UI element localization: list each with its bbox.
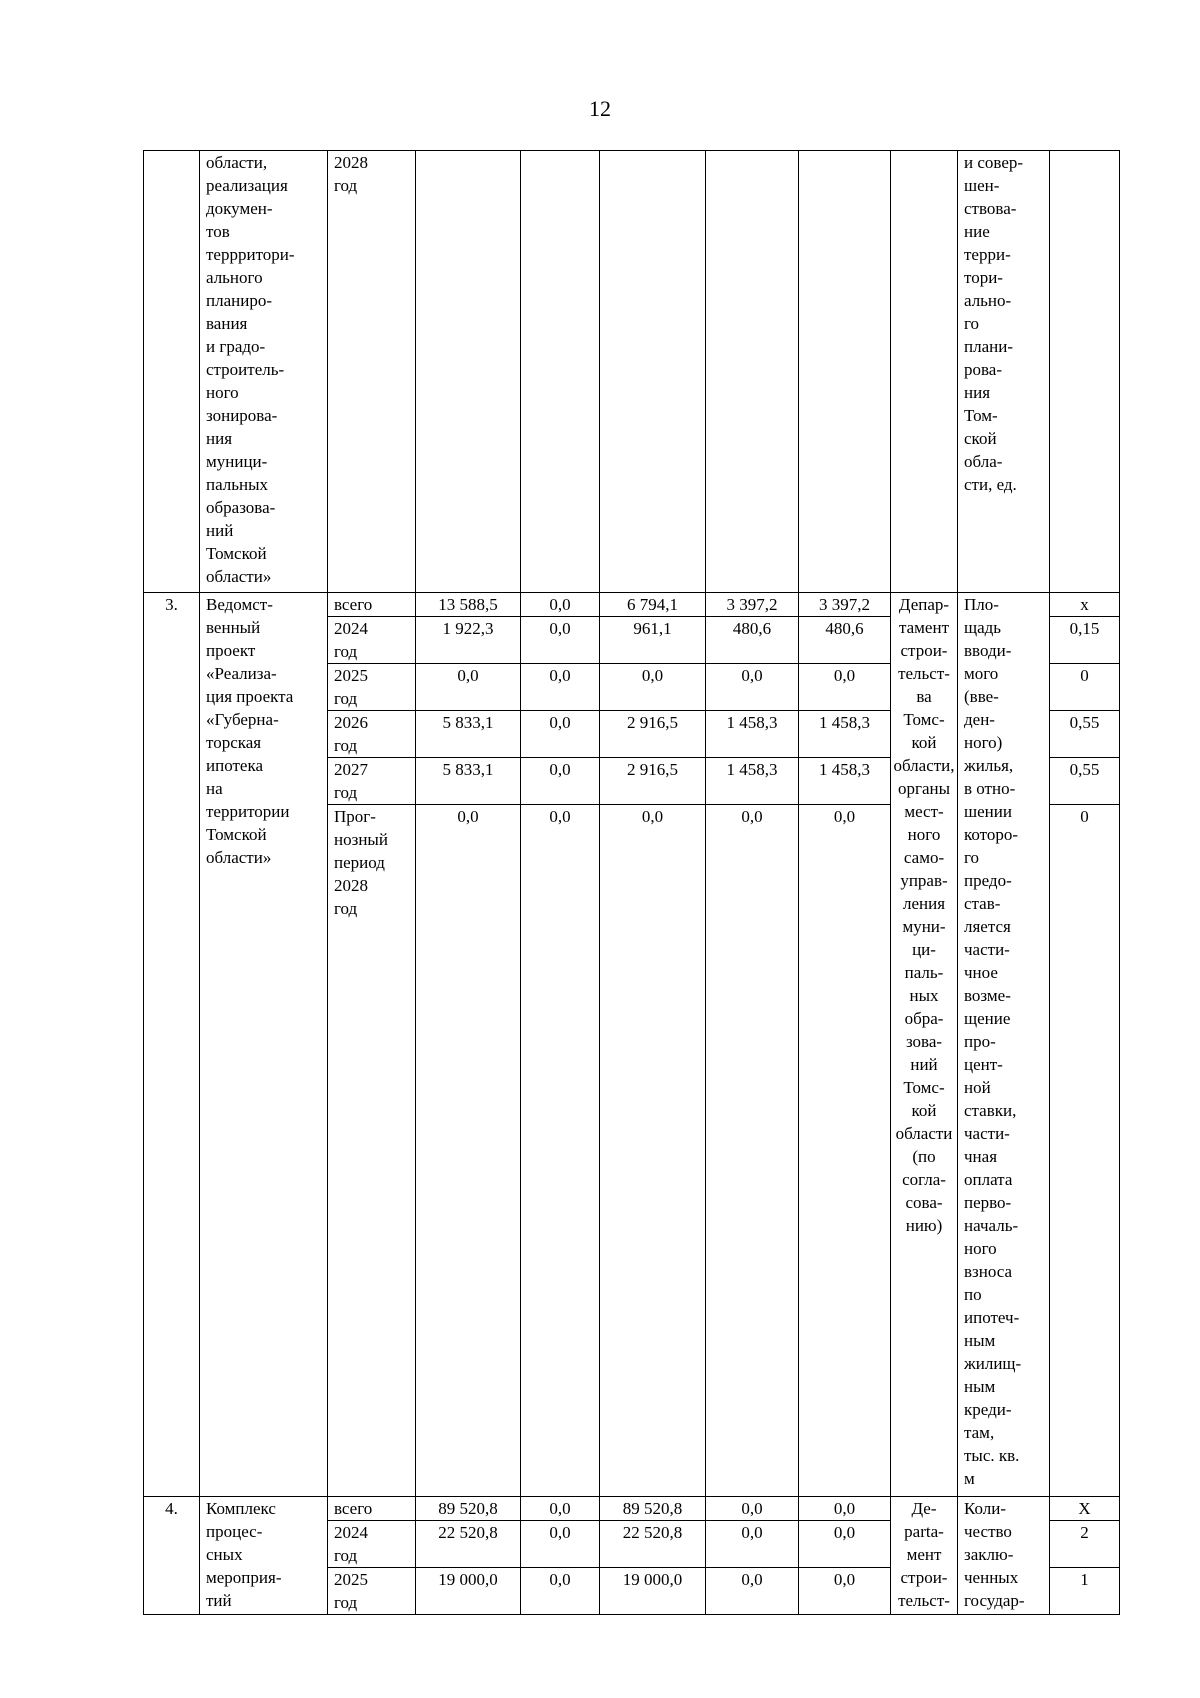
- total-cell: 0,0: [416, 664, 521, 711]
- value-cell: 0,15: [1050, 617, 1120, 664]
- total-cell: 1 922,3: [416, 617, 521, 664]
- value-cell: 2: [1050, 1521, 1120, 1568]
- executor-cell: Де- parta- мент строи- тельст-: [891, 1497, 958, 1615]
- total-cell: 5 833,1: [416, 711, 521, 758]
- regional-cell: 2 916,5: [600, 758, 706, 805]
- other-cell: 0,0: [799, 1568, 891, 1615]
- regional-cell: 22 520,8: [600, 1521, 706, 1568]
- table-row: [144, 151, 1120, 593]
- value-cell: 1: [1050, 1568, 1120, 1615]
- value-cell: Х: [1050, 1497, 1120, 1521]
- federal-cell: [521, 151, 600, 593]
- value-cell: [1050, 151, 1120, 593]
- period-cell: всего: [328, 1497, 416, 1521]
- regional-cell: 89 520,8: [600, 1497, 706, 1521]
- value-cell: 0,55: [1050, 758, 1120, 805]
- local-cell: 0,0: [706, 1497, 799, 1521]
- regional-cell: [600, 151, 706, 593]
- total-cell: 13 588,5: [416, 593, 521, 617]
- num-cell: 4.: [144, 1497, 200, 1615]
- federal-cell: 0,0: [521, 664, 600, 711]
- total-cell: 89 520,8: [416, 1497, 521, 1521]
- name-cell: Комплекс процес- сных мероприя- тий: [200, 1497, 328, 1615]
- local-cell: [706, 151, 799, 593]
- federal-cell: 0,0: [521, 1521, 600, 1568]
- executor-cell: Депар- тамент строи- тельст- ва Томс- кой области, органы мест- ного само- управ- ления муни- ци- паль- ных обра- зова- ний Томс- кой области (по согла- сова- нию): [891, 593, 958, 1497]
- regional-cell: 19 000,0: [600, 1568, 706, 1615]
- indicator-cell: Коли- чество заклю- ченных государ-: [958, 1497, 1050, 1615]
- name-cell: Ведомст- венный проект «Реализа- ция проекта «Губерна- торская ипотека на территории Томской области»: [200, 593, 328, 1497]
- other-cell: 0,0: [799, 1497, 891, 1521]
- program-table: [143, 150, 1120, 1615]
- name-cell: области, реализация докумен- тов террритори- ального планиро- вания и градо- строитель- ного зонирова- ния муници- пальных образова- ний Томской области»: [200, 151, 328, 593]
- local-cell: 0,0: [706, 664, 799, 711]
- period-cell: 2025 год: [328, 1568, 416, 1615]
- indicator-cell: Пло- щадь вводи- мого (вве- ден- ного) жилья, в отно- шении которо- го предо- став- ляется части- чное возме- щение про- цент- ной ставки, части- чная оплата перво- началь- ного взноса по ипотеч- ным жилищ- ным креди- там, тыс. кв. м: [958, 593, 1050, 1497]
- federal-cell: 0,0: [521, 1497, 600, 1521]
- value-cell: х: [1050, 593, 1120, 617]
- num-cell: 3.: [144, 593, 200, 1497]
- other-cell: 0,0: [799, 1521, 891, 1568]
- regional-cell: 2 916,5: [600, 711, 706, 758]
- other-cell: 0,0: [799, 805, 891, 1497]
- federal-cell: 0,0: [521, 617, 600, 664]
- federal-cell: 0,0: [521, 1568, 600, 1615]
- other-cell: 480,6: [799, 617, 891, 664]
- period-cell: 2024 год: [328, 1521, 416, 1568]
- other-cell: 1 458,3: [799, 758, 891, 805]
- total-cell: 0,0: [416, 805, 521, 1497]
- indicator-cell: и совер- шен- ствова- ние терри- тори- ально- го плани- рова- ния Том- ской обла- сти, ед.: [958, 151, 1050, 593]
- federal-cell: 0,0: [521, 593, 600, 617]
- period-cell: 2028 год: [328, 151, 416, 593]
- other-cell: 0,0: [799, 664, 891, 711]
- num-cell: [144, 151, 200, 593]
- local-cell: 0,0: [706, 1521, 799, 1568]
- local-cell: 3 397,2: [706, 593, 799, 617]
- local-cell: 0,0: [706, 805, 799, 1497]
- period-cell: 2024 год: [328, 617, 416, 664]
- period-cell: 2027 год: [328, 758, 416, 805]
- period-cell: 2026 год: [328, 711, 416, 758]
- total-cell: 5 833,1: [416, 758, 521, 805]
- value-cell: 0: [1050, 664, 1120, 711]
- federal-cell: 0,0: [521, 805, 600, 1497]
- value-cell: 0,55: [1050, 711, 1120, 758]
- federal-cell: 0,0: [521, 758, 600, 805]
- regional-cell: 961,1: [600, 617, 706, 664]
- total-cell: 22 520,8: [416, 1521, 521, 1568]
- local-cell: 1 458,3: [706, 758, 799, 805]
- regional-cell: 6 794,1: [600, 593, 706, 617]
- other-cell: 1 458,3: [799, 711, 891, 758]
- value-cell: 0: [1050, 805, 1120, 1497]
- table-row: [144, 1497, 1120, 1521]
- regional-cell: 0,0: [600, 664, 706, 711]
- local-cell: 1 458,3: [706, 711, 799, 758]
- page-number: 12: [589, 96, 611, 121]
- regional-cell: 0,0: [600, 805, 706, 1497]
- local-cell: 480,6: [706, 617, 799, 664]
- period-cell: 2025 год: [328, 664, 416, 711]
- executor-cell: [891, 151, 958, 593]
- total-cell: [416, 151, 521, 593]
- other-cell: 3 397,2: [799, 593, 891, 617]
- table-row: [144, 593, 1120, 617]
- total-cell: 19 000,0: [416, 1568, 521, 1615]
- period-cell: всего: [328, 593, 416, 617]
- other-cell: [799, 151, 891, 593]
- period-cell: Прог- нозный период 2028 год: [328, 805, 416, 1497]
- federal-cell: 0,0: [521, 711, 600, 758]
- local-cell: 0,0: [706, 1568, 799, 1615]
